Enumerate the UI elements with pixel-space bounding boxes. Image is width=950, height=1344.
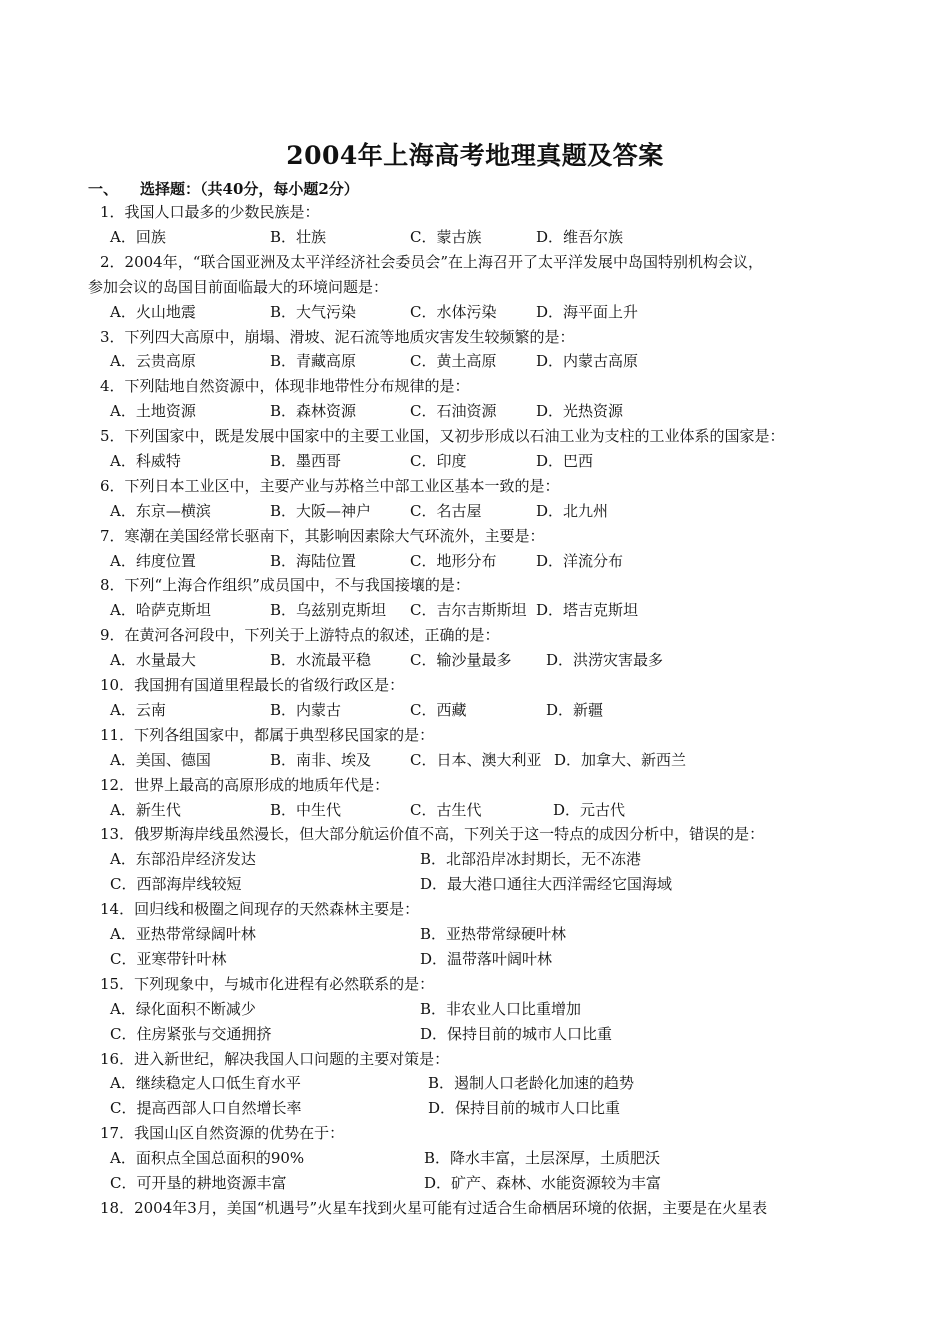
- question-18: [88, 1196, 888, 1221]
- question-16: [88, 1047, 888, 1072]
- option-b: B．壮族: [270, 227, 327, 246]
- question-8: [88, 573, 888, 598]
- question-2-continuation: 参加会议的岛国目前面临最大的环境问题是：: [88, 277, 389, 296]
- question-15-options-row2: [88, 1022, 888, 1047]
- question-number: 13．: [100, 825, 135, 844]
- question-16-options-row2: [88, 1096, 888, 1121]
- question-number: 7．: [100, 526, 125, 545]
- section-heading: [88, 178, 359, 199]
- option-a: A．绿化面积不断减少: [110, 999, 256, 1018]
- question-text: 2004年，“联合国亚洲及太平洋经济社会委员会”在上海召开了太平洋发展中岛国特别机构会议，: [124, 252, 764, 271]
- question-text: 下列国家中，既是发展中国家中的主要工业国，又初步形成以石油工业为支柱的工业体系的国家是：: [124, 427, 785, 446]
- option-d: D．矿产、森林、水能资源较为丰富: [424, 1174, 662, 1193]
- question-10: [88, 673, 888, 698]
- option-b: B．内蒙古: [270, 700, 342, 719]
- document-title: 2004年上海高考地理真题及答案: [286, 141, 664, 170]
- option-b: B．遏制人口老龄化加速的趋势: [428, 1074, 635, 1093]
- option-c: C．亚寒带针叶林: [110, 949, 227, 968]
- option-a: A．水量最大: [110, 651, 196, 670]
- option-a: A．哈萨克斯坦: [110, 601, 211, 620]
- option-c: C．印度: [410, 452, 467, 470]
- question-6: [88, 474, 888, 499]
- question-1-options: [88, 225, 888, 250]
- question-5: [88, 424, 888, 449]
- question-6-options: [88, 499, 888, 524]
- option-c: C．石油资源: [410, 402, 497, 421]
- question-text: 我国拥有国道里程最长的省级行政区是：: [134, 676, 405, 695]
- question-1: [88, 200, 888, 225]
- option-d: D．北九州: [536, 501, 609, 520]
- question-14-options-row2: [88, 947, 888, 972]
- option-d: D．海平面上升: [536, 302, 639, 321]
- question-text: 俄罗斯海岸线虽然漫长，但大部分航运价值不高，下列关于这一特点的成因分析中，错误的是：: [134, 825, 765, 844]
- question-text: 寒潮在美国经常长驱南下，其影响因素除大气环流外，主要是：: [124, 526, 545, 545]
- option-a: A．新生代: [110, 800, 181, 819]
- option-a: A．云南: [110, 700, 166, 719]
- question-number: 12．: [100, 775, 135, 794]
- option-c: C．日本、澳大利亚: [410, 750, 542, 769]
- question-text: 下列各组国家中，都属于典型移民国家的是：: [134, 725, 435, 744]
- section-number: 一、: [88, 180, 119, 198]
- question-number: 4．: [100, 377, 125, 396]
- question-17-options-row2: [88, 1171, 888, 1196]
- option-d: D．洋流分布: [536, 551, 624, 570]
- option-c: C．黄土高原: [410, 352, 497, 371]
- option-b: B．降水丰富，土层深厚，土质肥沃: [424, 1149, 661, 1168]
- option-b: B．北部沿岸冰封期长，无不冻港: [420, 850, 642, 869]
- option-d: D．保持目前的城市人口比重: [428, 1099, 621, 1118]
- question-text: 2004年3月，美国“机遇号”火星车找到火星可能有过适合生命栖居环境的依据，主要是在火星表: [134, 1198, 768, 1217]
- question-9-options: [88, 648, 888, 673]
- question-text: 下列“上海合作组织”成员国中，不与我国接壤的是：: [124, 576, 470, 595]
- question-text: 进入新世纪，解决我国人口问题的主要对策是：: [134, 1049, 450, 1068]
- option-a: A．继续稳定人口低生育水平: [110, 1074, 301, 1093]
- option-b: B．水流最平稳: [270, 651, 372, 670]
- question-9: [88, 623, 888, 648]
- option-a: A．美国、德国: [110, 750, 211, 769]
- option-b: B．大阪—神户: [270, 501, 372, 520]
- question-15: [88, 972, 888, 997]
- option-b: B．森林资源: [270, 402, 357, 421]
- option-d: D．内蒙古高原: [536, 352, 639, 371]
- option-a: A．云贵高原: [110, 352, 196, 371]
- question-8-options: [88, 598, 888, 623]
- question-number: 14．: [100, 900, 135, 919]
- option-c: C．水体污染: [410, 302, 497, 321]
- question-text: 回归线和极圈之间现存的天然森林主要是：: [134, 900, 420, 919]
- option-b: B．中生代: [270, 800, 342, 819]
- option-a: A．科威特: [110, 452, 181, 470]
- question-number: 9．: [100, 626, 125, 645]
- option-d: D．巴西: [536, 452, 594, 470]
- option-a: A．纬度位置: [110, 551, 196, 570]
- question-text: 我国山区自然资源的优势在于：: [134, 1124, 345, 1143]
- question-number: 6．: [100, 476, 125, 495]
- question-11: [88, 723, 888, 748]
- question-number: 8．: [100, 576, 125, 595]
- option-b: B．大气污染: [270, 302, 357, 321]
- question-number: 11．: [100, 725, 135, 744]
- option-c: C．古生代: [410, 800, 482, 819]
- question-3: [88, 325, 888, 350]
- question-number: 5．: [100, 427, 125, 446]
- question-number: 17．: [100, 1124, 135, 1143]
- option-a: A．东部沿岸经济发达: [110, 850, 256, 869]
- option-d: D．加拿大、新西兰: [554, 750, 687, 769]
- option-d: D．维吾尔族: [536, 227, 624, 246]
- option-c: C．可开垦的耕地资源丰富: [110, 1174, 287, 1193]
- question-4-options: [88, 399, 888, 424]
- question-text: 下列日本工业区中，主要产业与苏格兰中部工业区基本一致的是：: [124, 476, 560, 495]
- option-c: C．名古屋: [410, 501, 482, 520]
- option-c: C．提高西部人口自然增长率: [110, 1099, 302, 1118]
- option-d: D．新疆: [546, 700, 604, 719]
- question-17-options-row1: [88, 1146, 888, 1171]
- option-a: A．回族: [110, 227, 166, 246]
- option-d: D．塔吉克斯坦: [536, 601, 639, 620]
- question-7: [88, 524, 888, 549]
- question-text: 下列陆地自然资源中，体现非地带性分布规律的是：: [124, 377, 470, 396]
- option-c: C．吉尔吉斯斯坦: [410, 601, 527, 620]
- question-7-options: [88, 549, 888, 574]
- option-c: C．西藏: [410, 700, 467, 719]
- question-13: [88, 822, 888, 847]
- option-a: A．面积点全国总面积的90%: [110, 1149, 305, 1168]
- option-b: B．亚热带常绿硬叶林: [420, 925, 567, 944]
- option-d: D．温带落叶阔叶林: [420, 949, 553, 968]
- option-b: B．乌兹别克斯坦: [270, 601, 387, 620]
- question-4: [88, 374, 888, 399]
- option-d: D．元古代: [553, 800, 626, 819]
- option-d: D．最大港口通往大西洋需经它国海域: [420, 875, 673, 894]
- option-b: B．墨西哥: [270, 452, 342, 470]
- option-b: B．南非、埃及: [270, 750, 372, 769]
- question-number: 1．: [100, 203, 125, 221]
- question-number: 3．: [100, 327, 125, 346]
- question-number: 15．: [100, 974, 135, 993]
- option-c: C．住房紧张与交通拥挤: [110, 1024, 272, 1043]
- option-c: C．输沙量最多: [410, 651, 512, 670]
- question-text: 世界上最高的高原形成的地质年代是：: [134, 775, 390, 794]
- question-text: 下列现象中，与城市化进程有必然联系的是：: [134, 974, 435, 993]
- option-a: A．土地资源: [110, 402, 196, 421]
- option-a: A．火山地震: [110, 302, 196, 321]
- question-number: 2．: [100, 252, 125, 271]
- question-number: 16．: [100, 1049, 135, 1068]
- option-d: D．保持目前的城市人口比重: [420, 1024, 613, 1043]
- question-5-options: [88, 449, 888, 474]
- question-list: [88, 200, 888, 1221]
- question-text: 我国人口最多的少数民族是：: [124, 203, 320, 221]
- question-number: 10．: [100, 676, 135, 695]
- question-15-options-row1: [88, 997, 888, 1022]
- question-14-options-row1: [88, 922, 888, 947]
- question-13-options-row1: [88, 847, 888, 872]
- question-2-options: [88, 300, 888, 325]
- option-a: A．亚热带常绿阔叶林: [110, 925, 256, 944]
- option-c: C．西部海岸线较短: [110, 875, 242, 894]
- option-a: A．东京—横滨: [110, 501, 211, 520]
- question-16-options-row1: [88, 1071, 888, 1096]
- question-text: 下列四大高原中，崩塌、滑坡、泥石流等地质灾害发生较频繁的是：: [124, 327, 575, 346]
- option-b: B．海陆位置: [270, 551, 357, 570]
- question-14: [88, 897, 888, 922]
- option-d: D．洪涝灾害最多: [546, 651, 664, 670]
- option-d: D．光热资源: [536, 402, 624, 421]
- question-12: [88, 773, 888, 798]
- option-c: C．蒙古族: [410, 227, 482, 246]
- question-13-options-row2: [88, 872, 888, 897]
- question-10-options: [88, 698, 888, 723]
- option-c: C．地形分布: [410, 551, 497, 570]
- question-text: 在黄河各河段中，下列关于上游特点的叙述，正确的是：: [124, 626, 500, 645]
- question-3-options: [88, 349, 888, 374]
- section-heading-text: 选择题：（共40分，每小题2分）: [140, 180, 359, 198]
- question-number: 18．: [100, 1198, 135, 1217]
- question-12-options: [88, 798, 888, 823]
- question-17: [88, 1121, 888, 1146]
- question-2: [88, 250, 888, 275]
- option-b: B．青藏高原: [270, 352, 357, 371]
- question-11-options: [88, 748, 888, 773]
- option-b: B．非农业人口比重增加: [420, 999, 582, 1018]
